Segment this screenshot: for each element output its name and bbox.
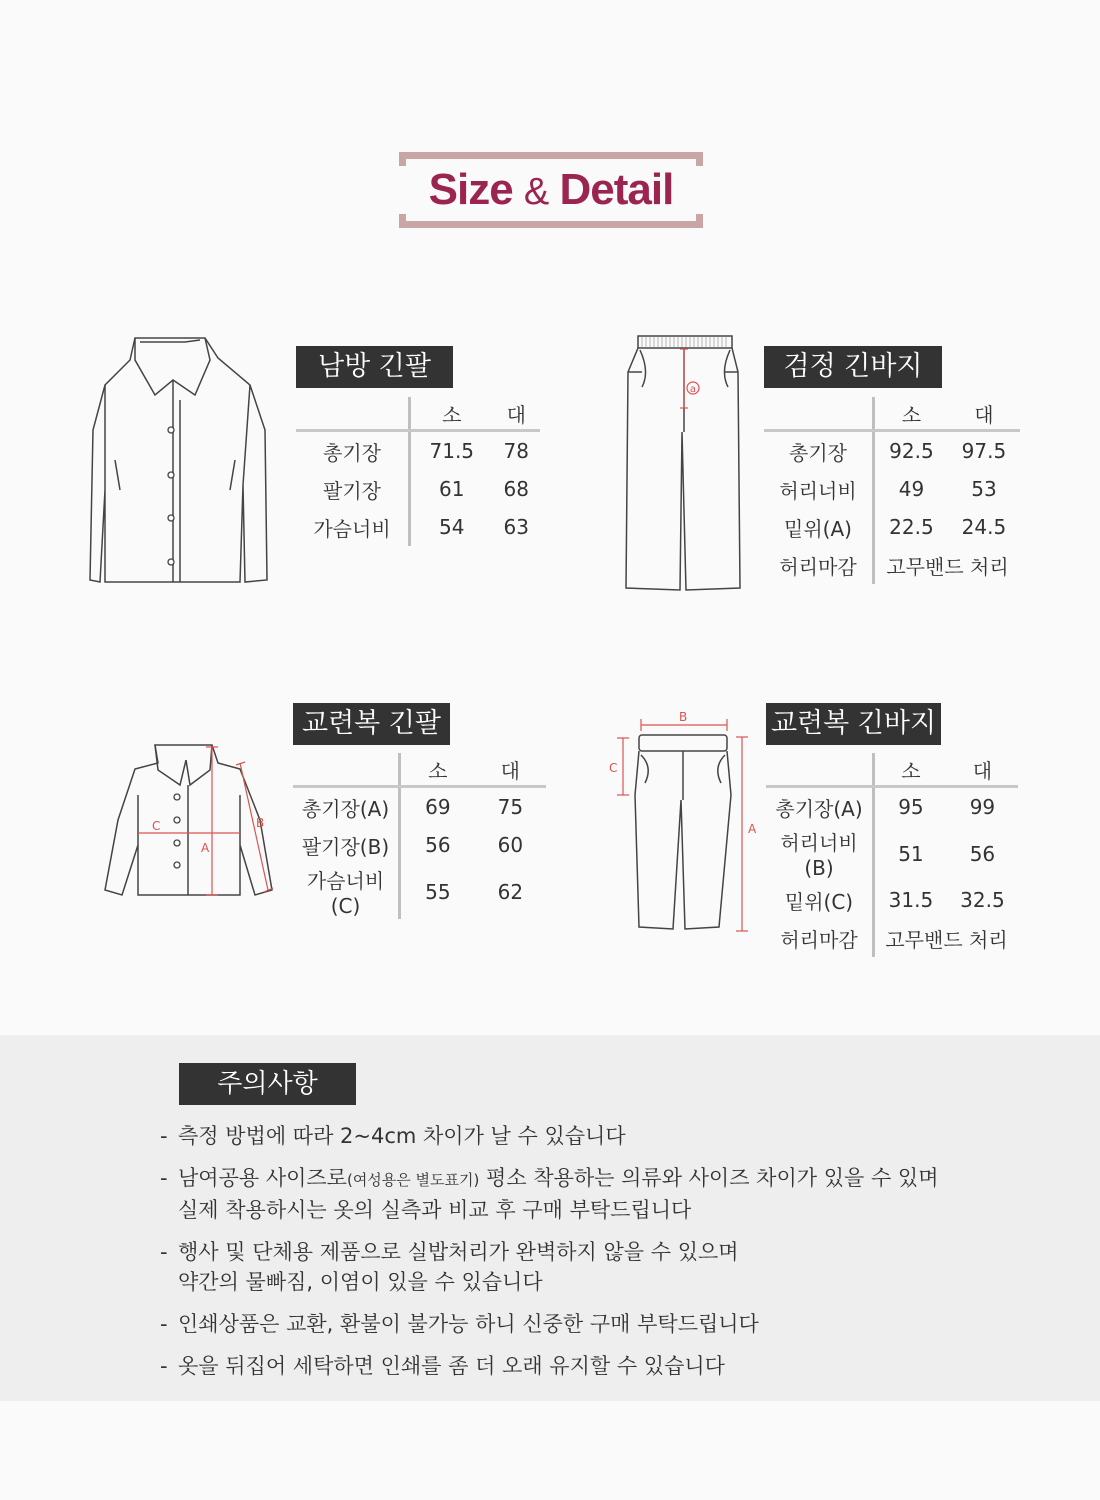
col-large: 대 (948, 397, 1020, 431)
measure-marker-c: C (609, 761, 618, 775)
measure-marker-b: B (256, 816, 265, 830)
table-row: 허리마감 고무밴드 처리 (764, 546, 1020, 584)
list-item: - 인쇄상품은 교환, 환불이 불가능 하니 신중한 구매 부탁드립니다 (160, 1312, 759, 1336)
table-row: 허리너비(B) 51 56 (766, 826, 1018, 881)
col-small: 소 (410, 397, 493, 431)
list-item: - 옷을 뒤집어 세탁하면 인쇄를 좀 더 오래 유지할 수 있습니다 (160, 1354, 725, 1378)
notice-title: 주의사항 (179, 1063, 356, 1105)
page-title: Size & Detail (428, 165, 674, 214)
col-large: 대 (493, 397, 540, 431)
col-small: 소 (874, 753, 947, 787)
table-row: 밑위(A) 22.5 24.5 (764, 508, 1020, 546)
list-item: - 행사 및 단체용 제품으로 실밥처리가 완벽하지 않을 수 있으며 약간의 물빠짐, 이염이 있을 수 있습니다 (160, 1240, 739, 1294)
col-small: 소 (874, 397, 948, 431)
table-row: 허리너비 49 53 (764, 470, 1020, 508)
measure-marker-a: A (201, 841, 210, 855)
size-table-training-top (293, 753, 546, 919)
table-row: 팔기장(B) 56 60 (293, 826, 546, 864)
table-row: 총기장(A) 95 99 (766, 787, 1018, 827)
list-item: - 남여공용 사이즈로(여성용은 별도표기) 평소 착용하는 의류와 사이즈 차이가 있을 수 있며 실제 착용하시는 옷의 실측과 비교 후 구매 부탁드립니다 (160, 1166, 939, 1222)
shirt-illustration (85, 330, 275, 590)
col-large: 대 (475, 753, 546, 787)
table-row: 가슴너비(C) 55 62 (293, 864, 546, 919)
section-title (399, 152, 703, 228)
training-top-illustration (100, 735, 280, 915)
notice-section (0, 1035, 1100, 1401)
measure-marker-a: A (748, 822, 757, 836)
table-row: 총기장 71.5 78 (296, 431, 540, 471)
table-row: 밑위(C) 31.5 32.5 (766, 881, 1018, 919)
table-row: 가슴너비 54 63 (296, 508, 540, 546)
table-row: 팔기장 61 68 (296, 470, 540, 508)
col-large: 대 (947, 753, 1018, 787)
product-tag-training-top: 교련복 긴팔 (293, 703, 450, 745)
table-row: 총기장 92.5 97.5 (764, 431, 1020, 471)
measure-marker-c: C (152, 819, 161, 833)
col-small: 소 (400, 753, 475, 787)
notice-list (160, 1121, 1060, 1393)
black-pants-illustration (620, 332, 750, 594)
size-table-black-pants (764, 397, 1020, 584)
table-row: 총기장(A) 69 75 (293, 787, 546, 827)
size-table-shirt (296, 397, 540, 546)
product-tag-black-pants: 검정 긴바지 (764, 346, 942, 388)
table-row: 허리마감 고무밴드 처리 (766, 919, 1018, 957)
list-item: - 측정 방법에 따라 2~4cm 차이가 날 수 있습니다 (160, 1124, 626, 1148)
training-pants-illustration (605, 705, 765, 937)
measure-marker-a: a (689, 384, 697, 395)
product-tag-training-pants: 교련복 긴바지 (766, 703, 941, 745)
measure-marker-b: B (679, 710, 688, 724)
size-table-training-pants (766, 753, 1018, 957)
product-tag-shirt: 남방 긴팔 (296, 346, 453, 388)
